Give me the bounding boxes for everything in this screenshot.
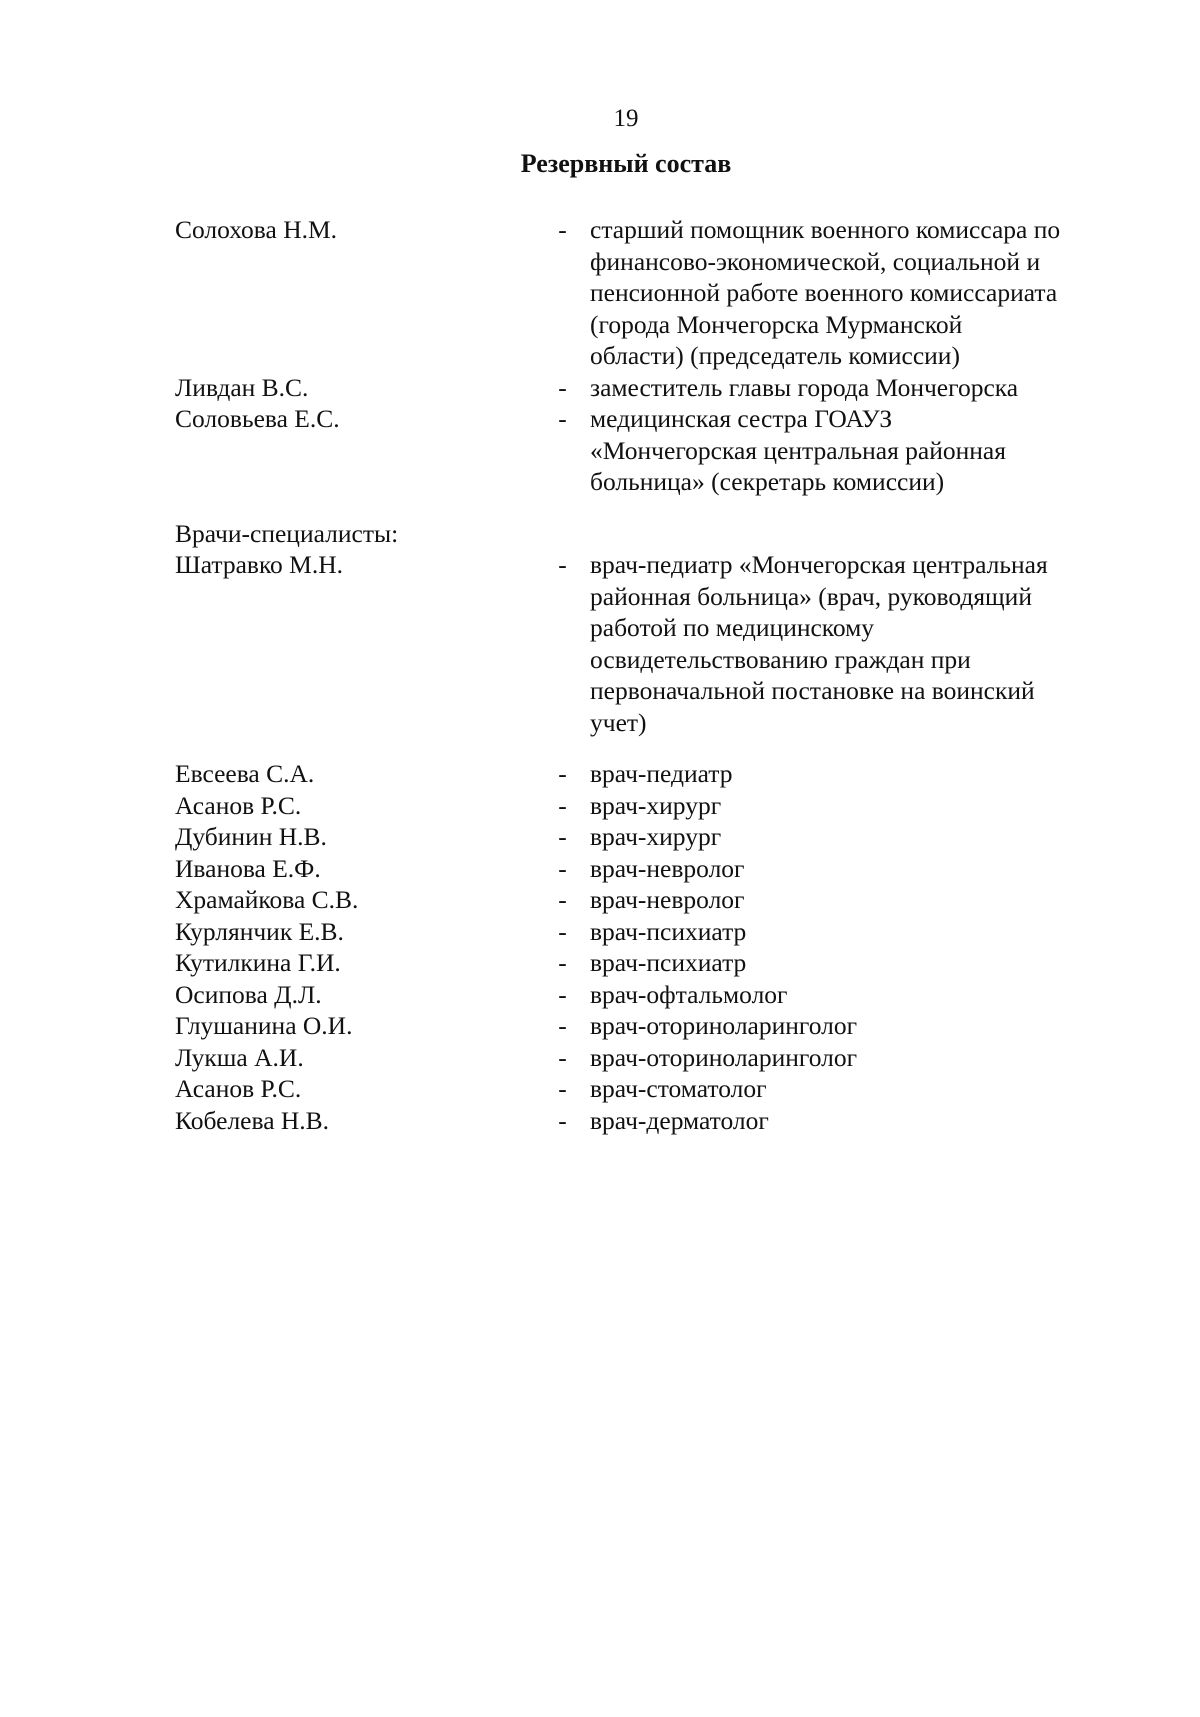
member-role [590,884,1115,916]
member-name: Глушанина О.И. [175,1011,353,1040]
dash-separator: - [558,1042,567,1072]
member-name: Шатравко М.Н. [175,550,344,579]
member-role [590,1042,1115,1074]
role-line: старший помощник военного комиссара по [590,215,1061,244]
roster-row [175,947,1115,979]
member-name: Кутилкина Г.И. [175,948,341,977]
role-line: «Мончегорская центральная районная [590,435,1006,465]
roster-row [175,549,1115,738]
roster-row [175,916,1115,948]
member-role [590,1105,1115,1137]
member-name: Соловьева Е.С. [175,404,340,433]
role-line: врач-педиатр [590,759,733,788]
role-line: пенсионной работе военного комиссариата [590,278,1058,307]
specialists-list [175,549,1115,1136]
role-line: врач-оториноларинголог [590,1042,858,1072]
roster-row [175,979,1115,1011]
role-line: врач-офтальмолог [590,979,788,1009]
member-name: Иванова Е.Ф. [175,853,321,883]
member-role [590,758,1115,790]
dash-separator: - [558,790,567,820]
member-name: Лукша А.И. [175,1042,304,1072]
dash-separator: - [558,885,567,914]
member-name: Евсеева С.А. [175,759,315,788]
dash-separator: - [558,404,567,433]
member-role [590,947,1115,979]
roster-row [175,1042,1115,1074]
member-role [590,790,1115,822]
roster-row [175,1105,1115,1137]
specialists-heading-row [175,518,1115,550]
role-line: области) (председатель комиссии) [590,341,960,370]
member-name: Дубинин Н.В. [175,822,327,851]
role-line: врач-дерматолог [590,1105,769,1135]
role-line: освидетельствованию граждан при [590,644,971,674]
role-line: первоначальной постановке на воинский [590,676,1035,705]
member-name: Солохова Н.М. [175,215,338,244]
role-line: врач-психиатр [590,916,747,946]
dash-separator: - [558,550,567,579]
role-line: врач-невролог [590,853,745,883]
member-role [590,1010,1115,1042]
reserve-members-list [175,214,1115,498]
member-name: Ливдан В.С. [175,372,309,402]
member-role [590,372,1115,404]
page-title: Резервный состав [520,149,732,178]
roster-row [175,214,1115,372]
role-line: (города Мончегорска Мурманской [590,309,963,339]
role-line: врач-педиатр «Мончегорская центральная [590,550,1048,579]
member-role [590,916,1115,948]
member-role [590,821,1115,853]
role-line: финансово-экономической, социальной и [590,246,1041,276]
member-role [590,1073,1115,1105]
specialists-heading: Врачи-специалисты: [175,518,399,548]
member-name: Храмайкова С.В. [175,885,359,914]
role-line: заместитель главы города Мончегорска [590,372,1019,402]
role-line: врач-хирург [590,822,722,851]
dash-separator: - [558,372,567,402]
roster-row [175,853,1115,885]
dash-separator: - [558,916,567,946]
roster-row [175,884,1115,916]
dash-separator: - [558,215,567,244]
roster-row [175,372,1115,404]
role-line: районная больница» (врач, руководящий [590,581,1032,611]
roster-row [175,1010,1115,1042]
dash-separator: - [558,853,567,883]
dash-separator: - [558,979,567,1009]
dash-separator: - [558,822,567,851]
roster-row [175,790,1115,822]
role-line: врач-оториноларинголог [590,1011,858,1040]
dash-separator: - [558,1074,567,1103]
member-name: Асанов Р.С. [175,790,302,820]
member-name: Курлянчик Е.В. [175,916,344,946]
dash-separator: - [558,1105,567,1135]
member-role [590,214,1115,372]
roster-row [175,1073,1115,1105]
role-line: работой по медицинскому [590,613,875,642]
member-role [590,979,1115,1011]
role-line: учет) [590,707,647,737]
role-line: врач-психиатр [590,948,747,977]
member-role [590,853,1115,885]
role-line: врач-невролог [590,885,745,914]
member-role [590,403,1115,498]
member-name: Кобелева Н.В. [175,1105,330,1135]
dash-separator: - [558,948,567,977]
member-name: Асанов Р.С. [175,1074,302,1103]
member-role [590,549,1115,738]
page-number: 19 [613,105,639,132]
member-name: Осипова Д.Л. [175,979,322,1009]
roster-row [175,403,1115,498]
dash-separator: - [558,1011,567,1040]
roster-row [175,758,1115,790]
dash-separator: - [558,759,567,788]
commission-roster [175,214,1115,1136]
role-line: медицинская сестра ГОАУЗ [590,404,893,433]
role-line: больница» (секретарь комиссии) [590,467,945,496]
role-line: врач-хирург [590,790,722,820]
role-line: врач-стоматолог [590,1074,767,1103]
roster-row [175,821,1115,853]
